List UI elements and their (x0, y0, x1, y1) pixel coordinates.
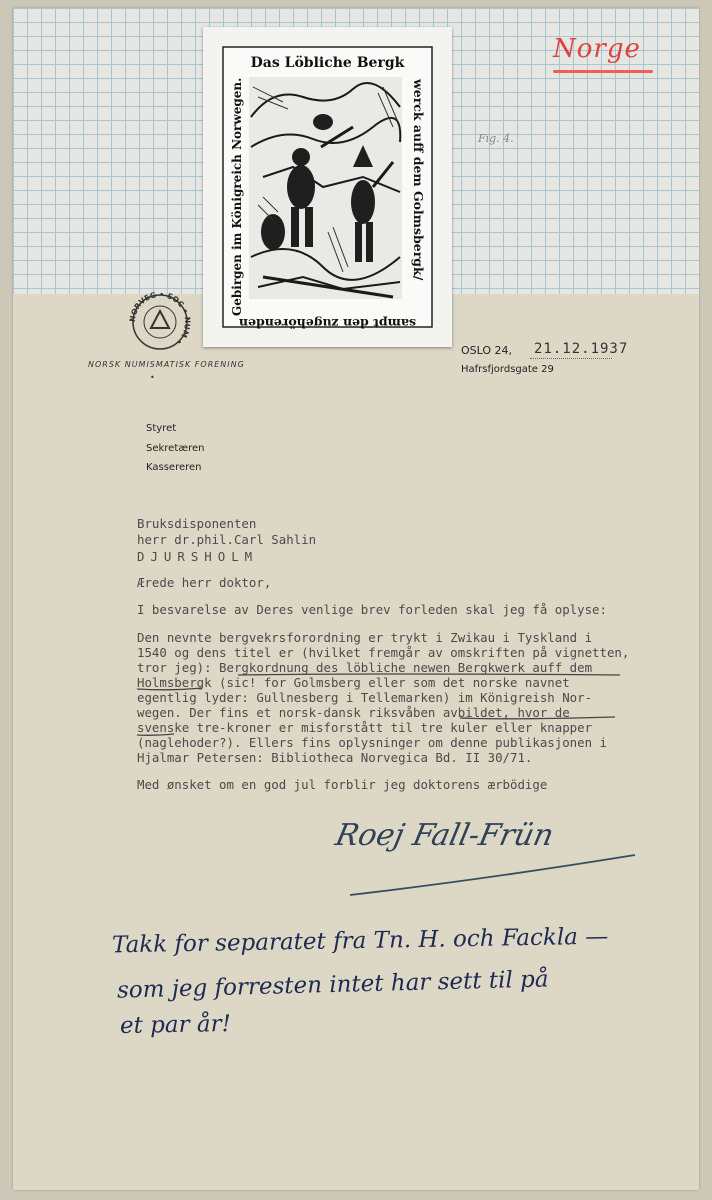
society-seal (120, 291, 200, 353)
body-line-8: (naglehoder?). Ellers fins oplysninger om denne publikasjonen i (137, 735, 607, 750)
dept-kassereren: Kassereren (146, 462, 202, 473)
dept-styret: Styret (146, 423, 177, 434)
recipient-line-2: herr dr.phil.Carl Sahlin (137, 532, 317, 547)
body-line-1: Den nevnte bergvekrsforordning er trykt i Zwikau i Tyskland i (137, 630, 593, 645)
handwritten-line-3: et par år! (119, 1011, 232, 1039)
body-paragraph-1: I besvarelse av Deres venlige brev forleden skal jeg få oplyse: (137, 602, 607, 617)
recipient-line-3: DJURSHOLM (137, 549, 259, 564)
org-dot: • (150, 373, 155, 382)
body-line-6: wegen. Der fins et norsk-dansk riksvåben avbildet, hvor de (137, 705, 570, 720)
body-line-4: Holmsbergk (sic! for Golmsberg eller som det norske navnet (137, 675, 570, 690)
body-underlines (130, 655, 630, 765)
letter-city: OSLO 24, (461, 344, 513, 357)
woodcut-top-text: Das Löbliche Bergk (250, 55, 405, 71)
signature-flourish (330, 810, 640, 900)
seal-text: NORVEG • SOC • NUM • (127, 291, 193, 347)
body-line-5: egentlig lyder: Gullnesberg i Tellemarken) im Königreish Nor- (137, 690, 593, 705)
handwritten-line-1: Takk for separatet fra Tn. H. och Fackla — (111, 923, 609, 959)
woodcut-bottom-text: sampt den zugehörenden (238, 316, 417, 331)
recipient-line-1: Bruksdisponenten (137, 516, 257, 531)
woodcut-image (203, 27, 452, 347)
body-line-9: Hjalmar Petersen: Bibliotheca Norvegica Bd. II 30/71. (137, 750, 533, 765)
norge-annotation: Norge (553, 34, 641, 64)
woodcut-right-text: werck auff dem Golmsbergk/ (411, 79, 426, 281)
woodcut-photo (203, 27, 452, 347)
body-line-7: svenske tre-kroner er misforstått til tre kuler eller knapper (137, 720, 593, 735)
org-name: NORSK NUMISMATISK FORENING (88, 360, 245, 369)
letter-address: Hafrsfjordsgate 29 (461, 364, 554, 375)
handwritten-line-2: som jeg forresten intet har sett til på (116, 966, 549, 1004)
woodcut-mining-scene (249, 77, 402, 299)
body-line-3: tror jeg): Bergkordnung des löbliche newen Bergkwerk auff dem (137, 660, 593, 675)
fig-label: Fig. 4. (478, 132, 514, 145)
letter-date: 21.12.1937 (534, 341, 629, 357)
body-line-2: 1540 og dens titel er (hvilket fremgår av omskriften på vignetten, (137, 645, 630, 660)
salutation: Ærede herr doktor, (137, 575, 272, 590)
norge-underline (553, 70, 653, 73)
date-line (530, 358, 612, 359)
closing-line: Med ønsket om en god jul forblir jeg doktorens ærbödige (137, 777, 548, 792)
woodcut-left-text: Gebirgen im Königreich Norwegen. (230, 77, 244, 316)
signature: Roej Fall-Frün (332, 818, 557, 853)
dept-sekretaeren: Sekretæren (146, 443, 205, 454)
